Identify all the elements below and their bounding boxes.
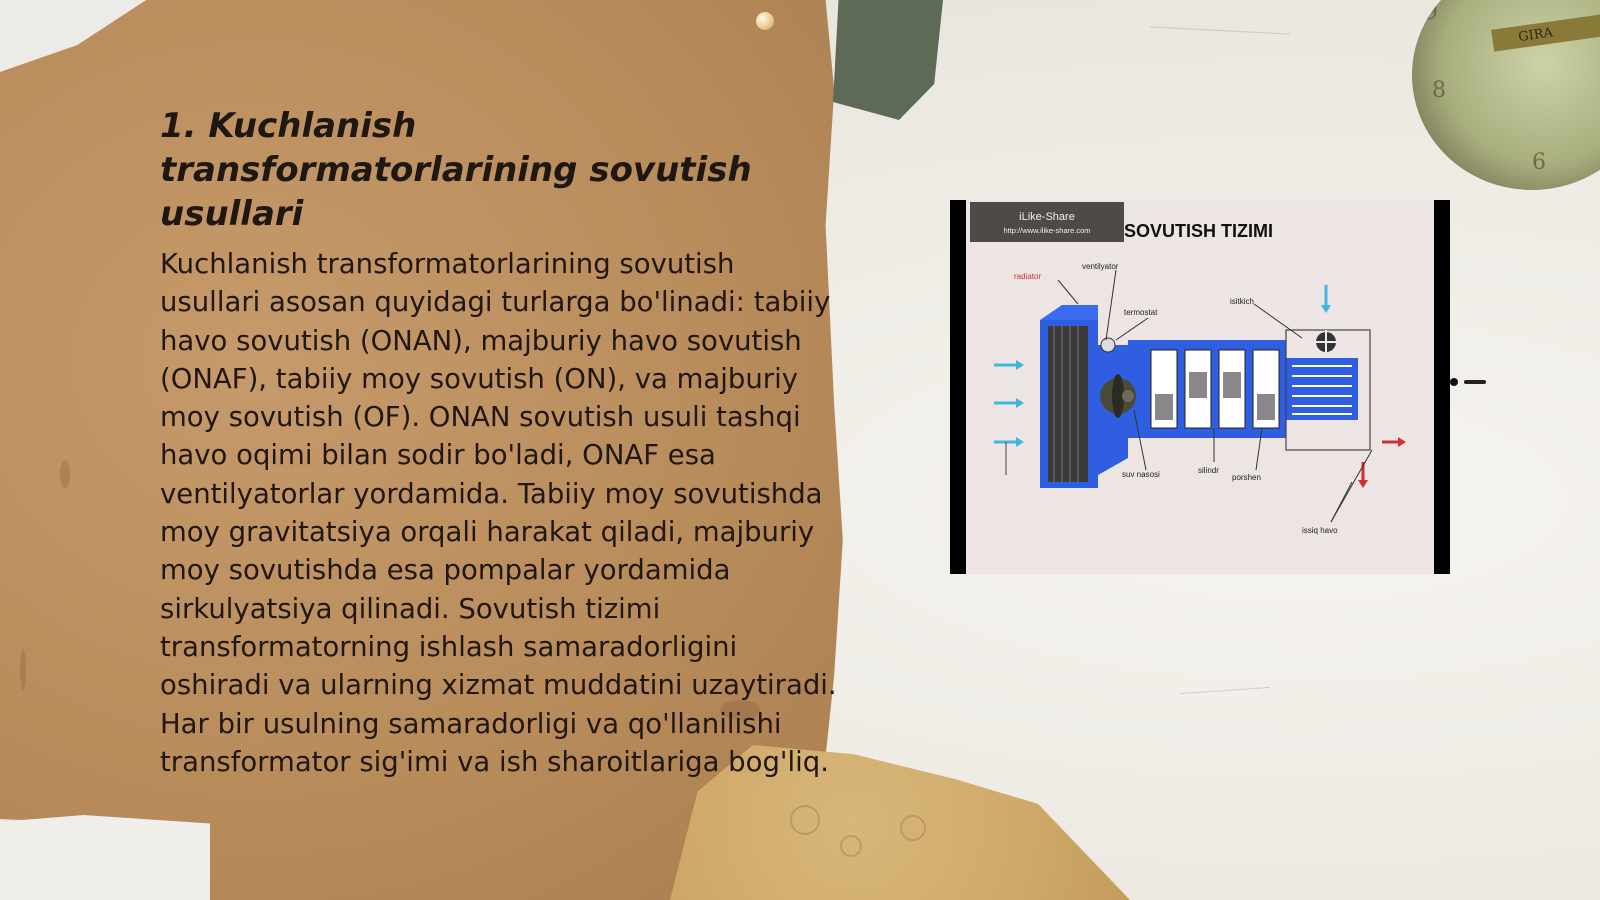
white-paper-scrap [0, 815, 210, 900]
cool-air-arrowhead [1016, 437, 1024, 447]
ornament-circle [790, 805, 820, 835]
label-radiator: radiator [1014, 272, 1042, 281]
slide-title: 1. Kuchlanish transformatorlarining sovutish usullari [160, 106, 752, 234]
logo-url: http://www.ilike-share.com [1003, 226, 1091, 235]
paper-texture-speck [60, 460, 70, 488]
engine-diagram [966, 200, 1434, 574]
label-fan: ventilyator [1082, 262, 1119, 271]
label-cylinder: silindr [1198, 466, 1219, 475]
side-pin-icon [1450, 378, 1486, 386]
cool-air-arrowhead [1016, 360, 1024, 370]
piston [1257, 394, 1275, 420]
piston [1155, 394, 1173, 420]
ornament-circle [900, 815, 926, 841]
warm-air-arrowhead [1398, 437, 1406, 447]
label-warm-air: issiq havo [1302, 526, 1338, 535]
thermostat-valve [1101, 338, 1115, 352]
ornament-circle [840, 835, 862, 857]
label-thermostat: termostat [1124, 308, 1158, 317]
clock-band-text: GIRA [1517, 25, 1554, 46]
figure-canvas [966, 200, 1434, 574]
label-pump: suv nasosi [1122, 470, 1160, 479]
piston [1189, 372, 1207, 398]
slide-body-text: Kuchlanish transformatorlarining sovutish usullari asosan quyidagi turlarga bo'linadi: tabiiy havo sovutish (ONAN), majburiy havo sovutish (ONAF), tabiiy moy sovutish (ON), va majburiy moy sovutish (OF). ONAN sovutish usuli tashqi havo oqimi bilan sodir bo'ladi, ONAF esa ventilyatorlar yordamida. Tabiiy moy sovutishda moy gravitatsiya orqali harakat qiladi, majburiy moy sovutishda esa pompalar yordamida sirkulyatsiya qilinadi. Sovutish tizimi transformatorning ishlash samaradorligini oshiradi va ularning xizmat muddatini uzaytiradi. Har bir usulning samaradorligi va qo'llanilishi transformator sig'imi va ish sharoitlariga bog'liq. [160, 248, 837, 778]
clock-number: 9 [1424, 0, 1438, 25]
logo-name: iLike-Share [1019, 211, 1075, 223]
warm-air-arrowhead [1358, 480, 1368, 488]
label-heater: isitkich [1230, 297, 1255, 306]
paper-texture-speck [20, 650, 26, 690]
radiator [1040, 305, 1098, 488]
cool-air-arrowhead [1016, 398, 1024, 408]
radiator-top [1040, 305, 1098, 320]
push-pin-icon [756, 12, 774, 30]
water-pump [1122, 390, 1134, 402]
clock-number: 8 [1432, 78, 1446, 103]
cooling-system-figure [950, 200, 1450, 574]
cool-air-arrowhead [1321, 305, 1331, 313]
clock-number: 6 [1532, 150, 1546, 175]
heater-core [1286, 330, 1370, 450]
piston [1223, 372, 1241, 398]
heater-body [1286, 358, 1358, 420]
label-piston: porshen [1232, 473, 1261, 482]
figure-title: SOVUTISH TIZIMI [1124, 221, 1274, 241]
clock-band [1491, 10, 1600, 51]
